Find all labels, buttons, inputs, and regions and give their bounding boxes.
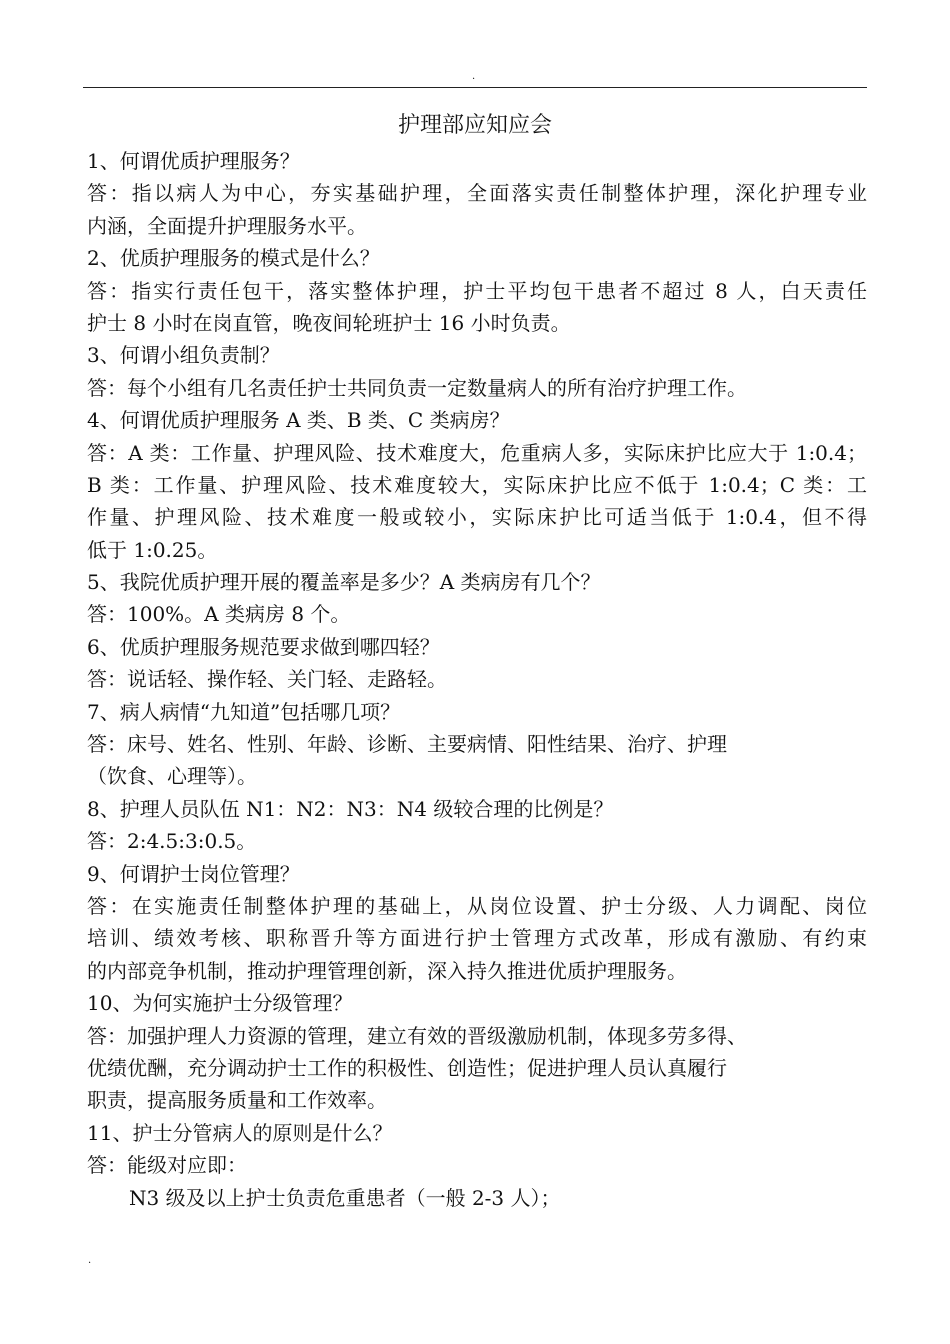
answer-line: 作量、护理风险、技术难度一般或较小，实际床护比可适当低于 1:0.4，但不得 xyxy=(87,505,867,530)
answer-line: 低于 1:0.25。 xyxy=(87,537,218,562)
answer-line: 答：床号、姓名、性别、年龄、诊断、主要病情、阳性结果、治疗、护理 xyxy=(87,732,727,757)
question-line: 5、我院优质护理开展的覆盖率是多少？A 类病房有几个？ xyxy=(87,570,601,595)
answer-line: （饮食、心理等）。 xyxy=(87,764,257,789)
answer-line: 优绩优酬，充分调动护士工作的积极性、创造性；促进护理人员认真履行 xyxy=(87,1055,727,1080)
question-line: 4、何谓优质护理服务 A 类、B 类、C 类病房？ xyxy=(87,408,510,433)
answer-line: 培训、绩效考核、职称晋升等方面进行护士管理方式改革，形成有激励、有约束 xyxy=(87,926,867,951)
page-title: 护理部应知应会 xyxy=(397,113,552,138)
question-line: 8、护理人员队伍 N1：N2：N3：N4 级较合理的比例是？ xyxy=(87,796,614,821)
answer-line: 护士 8 小时在岗直管，晚夜间轮班护士 16 小时负责。 xyxy=(87,310,571,335)
question-line: 11、护士分管病人的原则是什么？ xyxy=(87,1120,393,1145)
question-line: 1、何谓优质护理服务？ xyxy=(87,149,300,173)
question-line: 6、优质护理服务规范要求做到哪四轻？ xyxy=(87,634,440,659)
answer-line: 答：指实行责任包干，落实整体护理，护士平均包干患者不超过 8 人，白天责任 xyxy=(87,278,867,303)
question-line: 3、何谓小组负责制？ xyxy=(87,343,280,368)
header-dot: . xyxy=(472,71,476,82)
answer-line: 答：加强护理人力资源的管理，建立有效的晋级激励机制，体现多劳多得、 xyxy=(87,1023,747,1048)
answer-line: 答：能级对应即： xyxy=(87,1153,247,1178)
question-line: 2、优质护理服务的模式是什么？ xyxy=(87,246,380,271)
answer-line: 内涵，全面提升护理服务水平。 xyxy=(87,213,367,238)
answer-line: 职责，提高服务质量和工作效率。 xyxy=(87,1088,387,1113)
document-body xyxy=(87,145,867,1214)
header-rule xyxy=(83,87,867,88)
answer-line: 答：说话轻、操作轻、关门轻、走路轻。 xyxy=(87,667,447,692)
question-line: 7、病人病情“九知道”包括哪几项？ xyxy=(87,699,401,724)
answer-line: N3 级及以上护士负责危重患者（一般 2-3 人）； xyxy=(129,1185,561,1210)
answer-line: 答：100%。A 类病房 8 个。 xyxy=(87,602,351,627)
answer-line: 的内部竞争机制，推动护理管理创新，深入持久推进优质护理服务。 xyxy=(87,958,687,983)
answer-line: 答：2:4.5:3:0.5。 xyxy=(87,829,257,854)
answer-line: B 类：工作量、护理风险、技术难度较大，实际床护比应不低于 1:0.4；C 类：工 xyxy=(87,472,867,497)
answer-line: 答：A 类：工作量、护理风险、技术难度大，危重病人多，实际床护比应大于 1:0.4； xyxy=(87,440,867,465)
answer-line: 答：指以病人为中心，夯实基础护理，全面落实责任制整体护理，深化护理专业 xyxy=(87,181,867,206)
footer-dot: . xyxy=(88,1255,92,1266)
question-line: 10、为何实施护士分级管理？ xyxy=(87,991,353,1016)
answer-line: 答：每个小组有几名责任护士共同负责一定数量病人的所有治疗护理工作。 xyxy=(87,375,747,400)
answer-line: 答：在实施责任制整体护理的基础上，从岗位设置、护士分级、人力调配、岗位 xyxy=(87,893,867,918)
question-line: 9、何谓护士岗位管理？ xyxy=(87,861,300,886)
